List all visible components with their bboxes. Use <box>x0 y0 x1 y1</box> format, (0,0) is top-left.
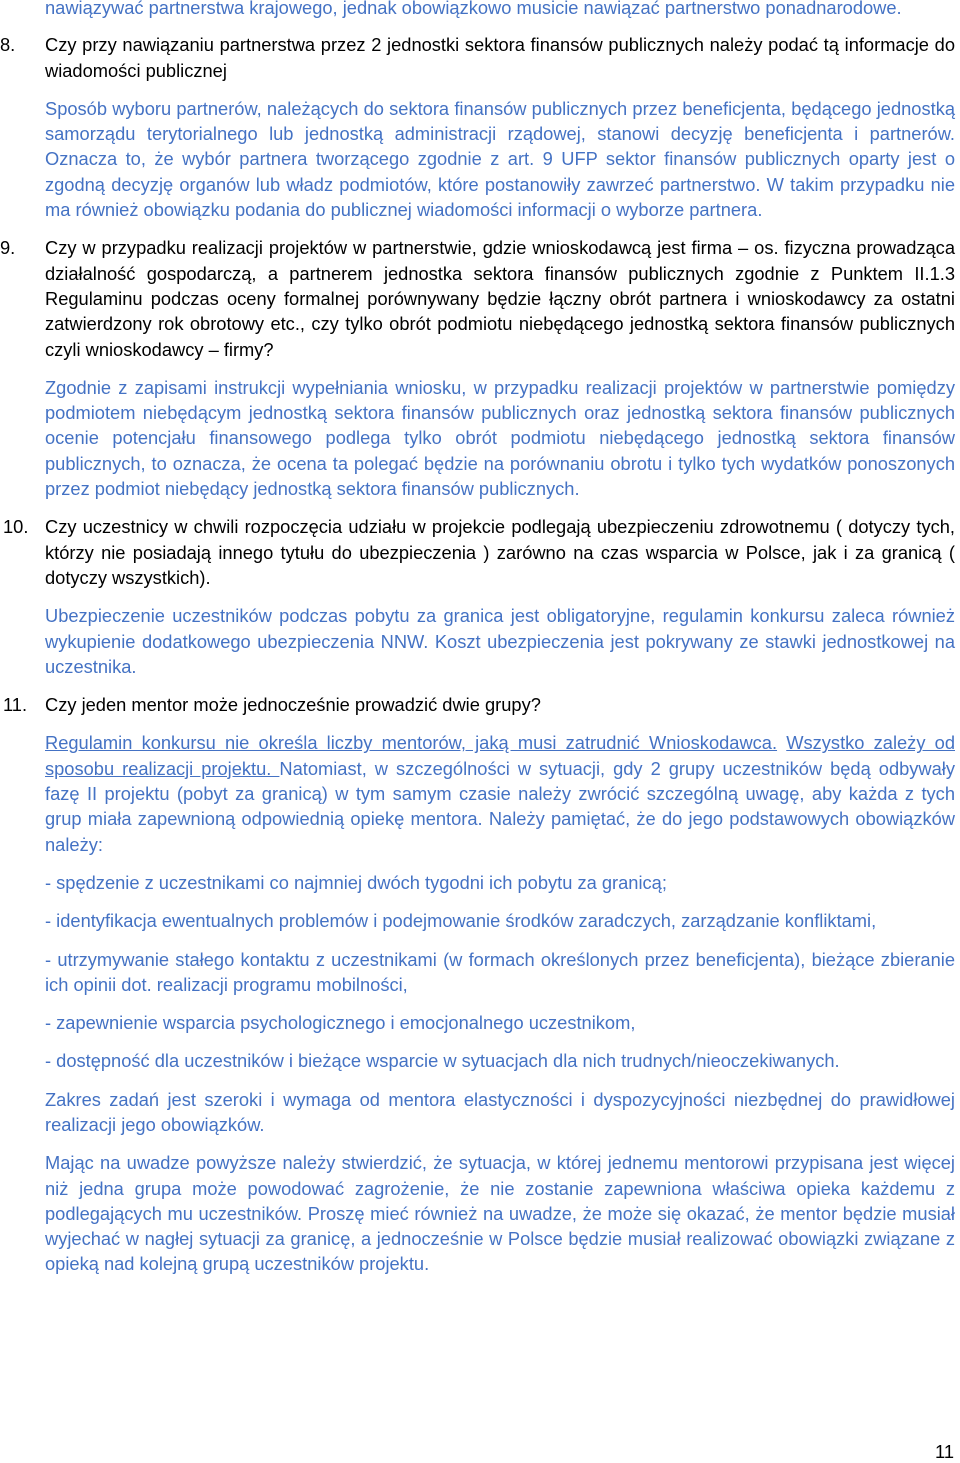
answer-8-part-3: W takim przypadku nie ma również obowiązku podania do publicznej wiadomości informacji o wyborze partnera. <box>45 173 955 221</box>
answer-11-rest: Natomiast, w szczególności w sytuacji, gdy 2 grupy uczestników będą odbywały fazę II projektu (pobyt za granicą) w tym samym czasie należy zwrócić szczególną uwagę, aby każda z tych grup miała zapewnioną odpowiednią opiekę mentora. Należy pamiętać, że do jego podstawowych obowiązków należy: <box>45 757 955 855</box>
duty-item: - zapewnienie wsparcia psychologicznego i emocjonalnego uczestnikom, <box>45 1012 636 1034</box>
question-text: Czy przy nawiązaniu partnerstwa przez 2 jednostki sektora finansów publicznych należy podać tą informacje do wiadomości publicznej <box>45 34 955 81</box>
answer-8 <box>45 96 955 222</box>
scope-paragraph: Zakres zadań jest szeroki i wymaga od mentora elastyczności i dyspozycyjności niezbędnej do prawidłowej realizacji jego obowiązków. <box>45 1088 955 1135</box>
answer-10: Ubezpieczenie uczestników podczas pobytu za granica jest obligatoryjne, regulamin konkursu zaleca również wykupienie dodatkowego ubezpieczenia NNW. Koszt ubezpieczenia jest pokrywany ze stawki jednostkowej na uczestnika. <box>45 605 955 677</box>
answer-11-underlined-1: Regulamin konkursu nie określa liczby mentorów, jaką musi zatrudnić Wnioskodawca. <box>45 732 778 754</box>
page-number: 11 <box>935 1441 954 1462</box>
continuation-text: nawiązywać partnerstwa krajowego, jednak obowiązkowo musicie nawiązać partnerstwo ponadnarodowe. <box>45 0 902 18</box>
question-text: Czy uczestnicy w chwili rozpoczęcia udziału w projekcie podlegają ubezpieczeniu zdrowotnemu ( dotyczy tych, którzy nie posiadają innego tytułu do ubezpieczenia ) zarówno na czas wsparcia w Polsce, jak i za granicą ( dotyczy wszystkich). <box>45 516 955 588</box>
question-10 <box>3 514 955 590</box>
question-9 <box>0 235 955 361</box>
answer-11 <box>45 730 955 856</box>
duty-item: - dostępność dla uczestników i bieżące wsparcie w sytuacjach dla nich trudnych/nieoczekiwanych. <box>45 1050 840 1072</box>
duty-item: - utrzymywanie stałego kontaktu z uczestnikami (w formach określonych przez beneficjenta), bieżące zbieranie ich opinii dot. realizacji programu mobilności, <box>45 948 955 995</box>
question-number: 10. <box>3 516 29 538</box>
answer-11-space <box>777 732 786 753</box>
duty-item: - spędzenie z uczestnikami co najmniej dwóch tygodni ich pobytu za granicą; <box>45 871 667 893</box>
question-number: 9. <box>0 237 16 259</box>
question-8 <box>0 32 955 83</box>
conclusion-paragraph: Mając na uwadze powyższe należy stwierdzić, że sytuacja, w której jednemu mentorowi przypisana jest więcej niż jedna grupa może powodować zagrożenie, że nie zostanie zapewniona właściwa opieka każdemu z podlegających mu uczestników. Proszę mieć również na uwadze, że może się okazać, że mentor będzie musiał wyjechać w nagłej sytuacji za granicę, a jednocześnie w Polsce będzie musiał realizować obowiązki związane z opieką nad kolejną grupą uczestników projektu. <box>45 1152 955 1275</box>
answer-8-part-1: Sposób wyboru partnerów, należących do sektora finansów publicznych przez beneficjenta, będącego jednostką samorządu terytorialnego lub jednostką administracji rządowej, stanowi decyzję beneficjenta i partnerów. <box>45 97 955 145</box>
question-11 <box>3 692 955 717</box>
question-number: 8. <box>0 34 16 56</box>
question-text: Czy jeden mentor może jednocześnie prowadzić dwie grupy? <box>45 694 541 716</box>
question-number: 11. <box>3 694 28 716</box>
question-text: Czy w przypadku realizacji projektów w partnerstwie, gdzie wnioskodawcą jest firma – os. fizyczna prowadząca działalność gospodarczą, a partnerem jednostka sektora finansów publicznych zgodnie z Punktem II.1.3 Regulaminu podczas oceny formalnej porównywany będzie łączny obrót partnera i wnioskodawcy za ostatni zatwierdzony rok obrotowy etc., czy tylko obrót podmiotu niebędącego jednostką sektora finansów publicznych czyli wnioskodawcy – firmy? <box>45 237 955 360</box>
answer-9: Zgodnie z zapisami instrukcji wypełniania wniosku, w przypadku realizacji projektów w partnerstwie pomiędzy podmiotem niebędącym jednostką sektora finansów publicznych oraz jednostką sektora finansów publicznych ocenie potencjału finansowego podlega tylko obrót podmiotu niebędącego jednostką sektora finansów publicznych, to oznacza, że ocena ta polegać będzie na porównaniu obrotu i tylko tych wydatków ponoszonych przez podmiot niebędący jednostką sektora finansów publicznych. <box>45 376 955 500</box>
answer-11-underlined-2: Wszystko zależy od sposobu realizacji projektu. <box>45 732 955 779</box>
answer-8-part-2: Oznacza to, że wybór partnera tworzącego zgodnie z art. 9 UFP sektor finansów publicznych oparty jest o zgodną decyzję organów lub władz podmiotów, które postanowiły zawrzeć partnerstwo. <box>45 148 955 195</box>
duty-item: - identyfikacja ewentualnych problemów i podejmowanie środków zaradczych, zarządzanie konfliktami, <box>45 910 877 932</box>
